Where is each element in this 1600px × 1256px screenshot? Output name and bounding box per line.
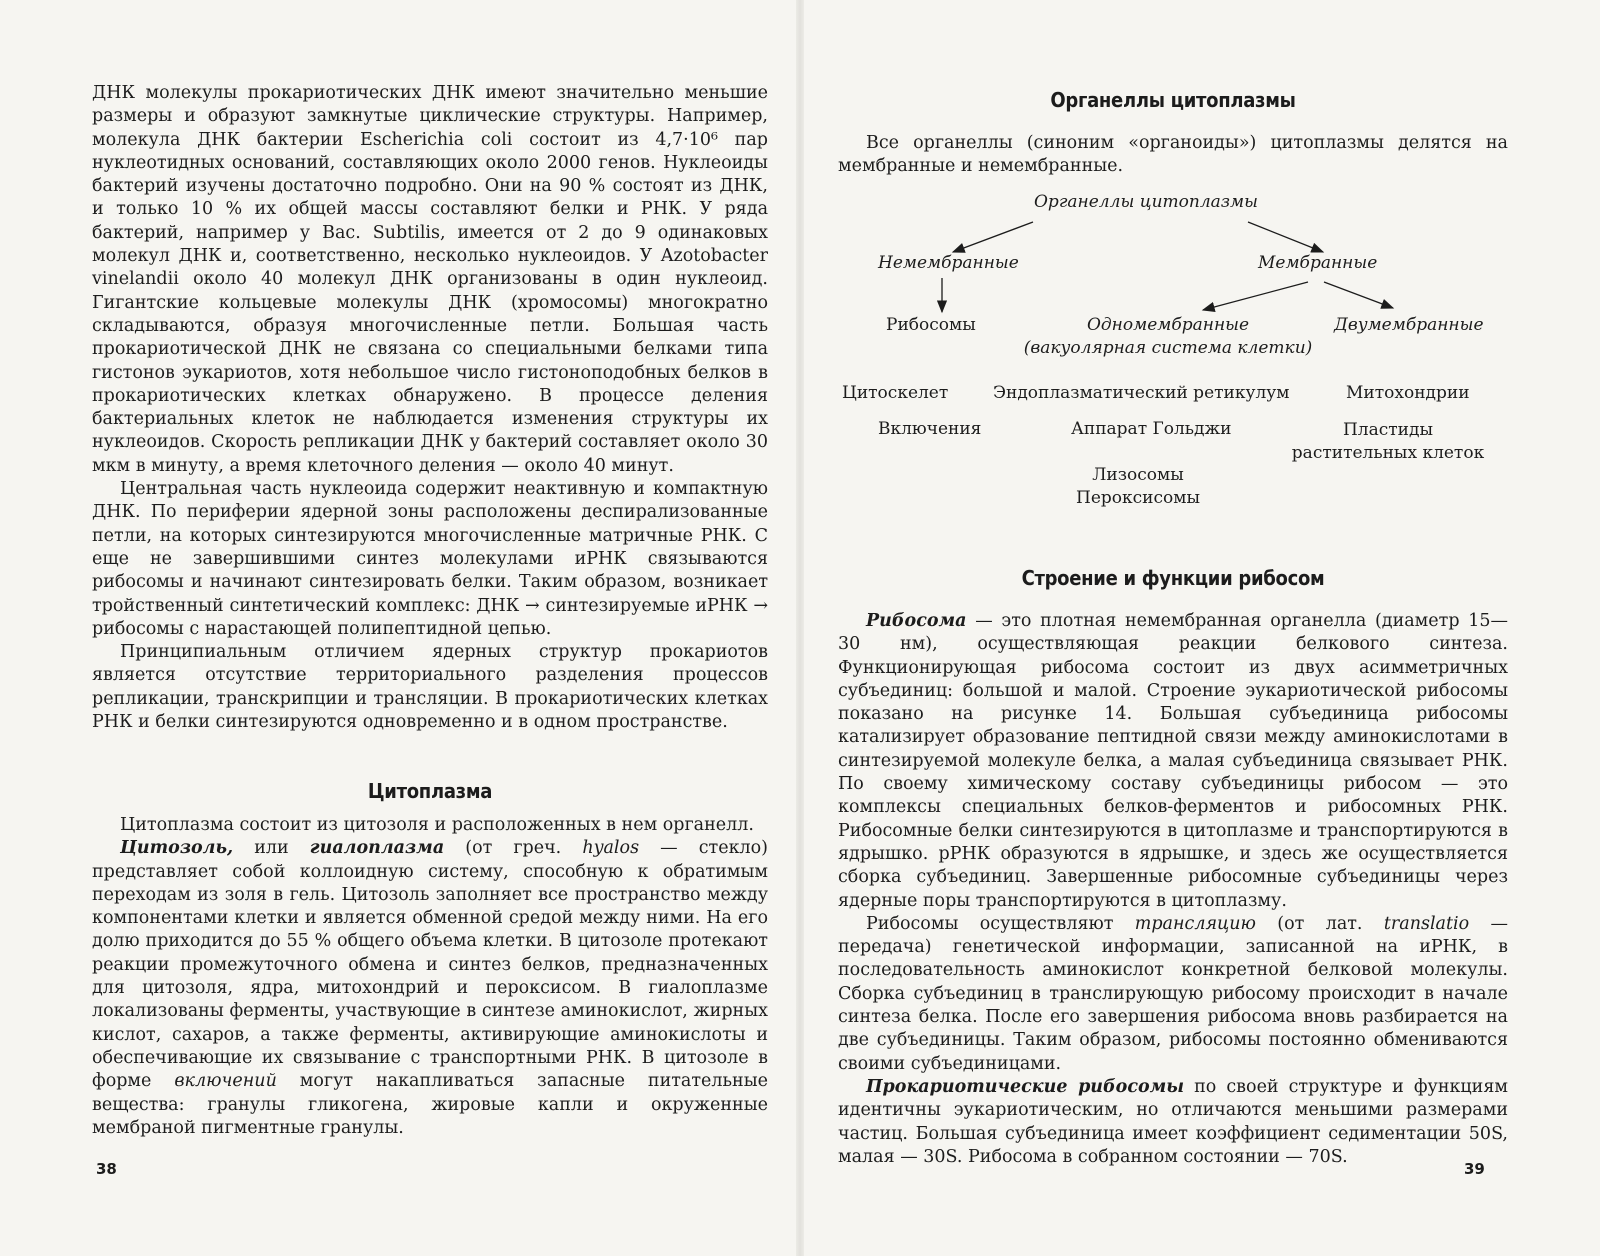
term-prokaryotic-ribosomes: Прокариотические рибосомы [866,1076,1185,1097]
diagram-lysosomes: Лизосомы [1092,465,1184,485]
term-hyalos: hyalos [582,838,640,859]
term-inclusions: включений [174,1071,277,1092]
diagram-nonmembrane: Немембранные [878,253,1019,273]
diagram-single-membrane: Одномембранные [1086,315,1250,335]
paragraph-nucleoid-center: Центральная часть нуклеоида содержит неактивную и компактную ДНК. По периферии ядерной зоны расположены деспирализованные петли, на которых синтезируются многочисленные матричные РНК. С еще не завершившими синтез молекулами иРНК связываются рибосомы и начинают синтезировать белки. Таким образом, возникает тройственный синтетический комплекс: ДНК → синтезируемые иРНК → рибосомы с нарастающей полипептидной цепью. [92,479,768,639]
diagram-er: Эндоплазматический ретикулум [993,383,1290,403]
term-cytosol: Цитозоль, [120,838,234,859]
text-transl-c: — передача) генетической информации, записанной на иРНК, в последовательность аминокислот конкретной белковой молекулы. Сборка субъединиц в транслирующую рибосому происходит в начале синтеза белка. После его завершения рибосома вновь разбирается на две субъединицы. Таким образом, рибосомы постоянно обмениваются своими субъединицами. [838,913,1508,1074]
paragraph-organelles-intro: Все органеллы (синоним «органоиды») цитоплазмы делятся на мембранные и немембранные. [838,133,1508,177]
term-ribosome: Рибосома [866,611,967,631]
arrow-to-membrane [1248,222,1323,252]
text-prokaryotic-ribosomes: по своей структуре и функциям идентичны эукариотическим, но отличаются меньшими размерами частиц. Большая субъединица имеет коэффициент седиментации 50S, малая — 30S. Рибосома в собранном состоянии — 70S. [838,1076,1508,1167]
paragraph-ribosome-definition [838,610,1508,913]
heading-cytoplasm: Цитоплазма [367,779,493,803]
term-hyaloplasm: гиалоплазма [309,838,445,859]
diagram-mitochondria: Митохондрии [1346,383,1470,403]
heading-organelles: Органеллы цитоплазмы [1050,88,1296,112]
term-translation: трансляцию [1134,913,1256,934]
left-page-body [92,82,768,734]
paragraph-cytoplasm-intro: Цитоплазма состоит из цитозоля и расположенных в нем органелл. [120,815,754,835]
diagram-membrane: Мембранные [1258,253,1378,273]
page-number-right: 39 [1464,1160,1485,1178]
diagram-plastids: Пластиды [1342,420,1433,440]
diagram-double-membrane: Двумембранные [1334,315,1484,335]
arrow-to-nonmembrane [953,222,1033,252]
diagram-root: Органеллы цитоплазмы [1034,192,1258,212]
page-number-left: 38 [96,1160,117,1178]
arrow-to-single-membrane [1203,282,1308,310]
cytoplasm-section [92,814,768,1140]
text-cytosol-a: (от греч. [444,838,583,859]
organelles-intro [838,132,1508,179]
text-or: или [233,838,310,859]
organelles-diagram [838,190,1508,530]
diagram-cytoskeleton: Цитоскелет [842,383,949,403]
term-translatio: translatio [1383,913,1470,934]
paragraph-translation [838,913,1508,1076]
text-ribosome-def: — это плотная немембранная органелла (диаметр 15—30 нм), осуществляющая реакции белкового синтеза. Функционирующая рибосома состоит из двух асимметричных субъединиц: большой и малой. Строение эукариотической рибосомы показано на рисунке 14. Большая субъединица рибосомы катализирует образование пептидной связи между аминокислотами в синтезируемой молекуле белка, а малая субъединица связывает РНК. По своему химическому составу субъединицы рибосом — это комплексы специальных белков-ферментов и рибосомных РНК. Рибосомные белки синтезируются в цитоплазме и транспортируются в ядрышко. рРНК образуются в ядрышке, и здесь же осуществляется сборка субъединиц. Завершенные рибосомные субъединицы через ядерные поры транспортируются в цитоплазму. [838,611,1508,911]
paragraph-prokaryotic-ribosomes [838,1076,1508,1169]
diagram-single-membrane-note: (вакуолярная система клетки) [1023,338,1313,358]
ribosomes-section [838,610,1508,1169]
text-transl-b: (от лат. [1255,913,1384,934]
heading-ribosomes: Строение и функции рибосом [1021,566,1325,590]
diagram-peroxisomes: Пероксисомы [1076,488,1200,508]
text-transl-a: Рибосомы осуществляют [866,913,1135,934]
diagram-plastids-2: растительных клеток [1291,443,1485,463]
text-cytosol-b: — стекло) представляет собой коллоидную систему, способную к обратимым переходам из золя в гель. Цитозоль заполняет все пространство между компонентами клетки и является обменной средой между ними. На его долю приходится до 55 % общего объема клетки. В цитозоле протекают реакции промежуточного обмена и синтез белков, предназначенных для цитозоля, ядра, митохондрий и пероксисом. В гиалоплазме локализованы ферменты, участвующие в синтезе аминокислот, жирных кислот, сахаров, а также ферменты, активирующие аминокислоты и обеспечивающие их связывание с транспортными РНК. В цитозоле в форме [92,838,769,1092]
arrow-to-double-membrane [1324,282,1393,308]
paragraph-cytosol [92,837,768,1140]
paragraph-prokaryotic-dna: ДНК молекулы прокариотических ДНК имеют значительно меньшие размеры и образуют замкнутые циклические структуры. Например, молекула ДНК бактерии Escherichia coli состоит из 4,7·10⁶ пар нуклеотидных оснований, составляющих около 2000 генов. Нуклеоиды бактерий изучены достаточно подробно. Они на 90 % состоят из ДНК, и только 10 % их общей массы составляют белки и РНК. У ряда бактерий, например у Bac. Subtilis, имеется от 2 до 9 одинаковых молекул ДНК и, соответственно, несколько нуклеоидов. У Azotobacter vinelandii около 40 молекул ДНК организованы в один нуклеоид. Гигантские кольцевые молекулы ДНК (хромосомы) многократно складываются, образуя многочисленные петли. Большая часть прокариотической ДНК не связана со специальными белками типа гистонов эукариотов, хотя небольшое число гистоноподобных белков в прокариотических клетках обнаружено. В процессе деления бактериальных клеток не наблюдается изменения структуры их нуклеоидов. Скорость репликации ДНК у бактерий составляет около 30 мкм в минуту, а время клеточного деления — около 40 минут. [92,83,768,476]
text-cytosol-c: могут накапливаться запасные питательные вещества: гранулы гликогена, жировые капли и окруженные мембраной пигментные гранулы. [92,1071,768,1138]
paragraph-prokaryote-difference: Принципиальным отличием ядерных структур прокариотов является отсутствие территориального разделения процессов репликации, транскрипции и трансляции. В прокариотических клетках РНК и белки синтезируются одновременно и в одном пространстве. [92,642,768,733]
diagram-ribosomes: Рибосомы [886,315,976,335]
diagram-inclusions: Включения [878,419,982,439]
diagram-golgi: Аппарат Гольджи [1071,419,1232,439]
